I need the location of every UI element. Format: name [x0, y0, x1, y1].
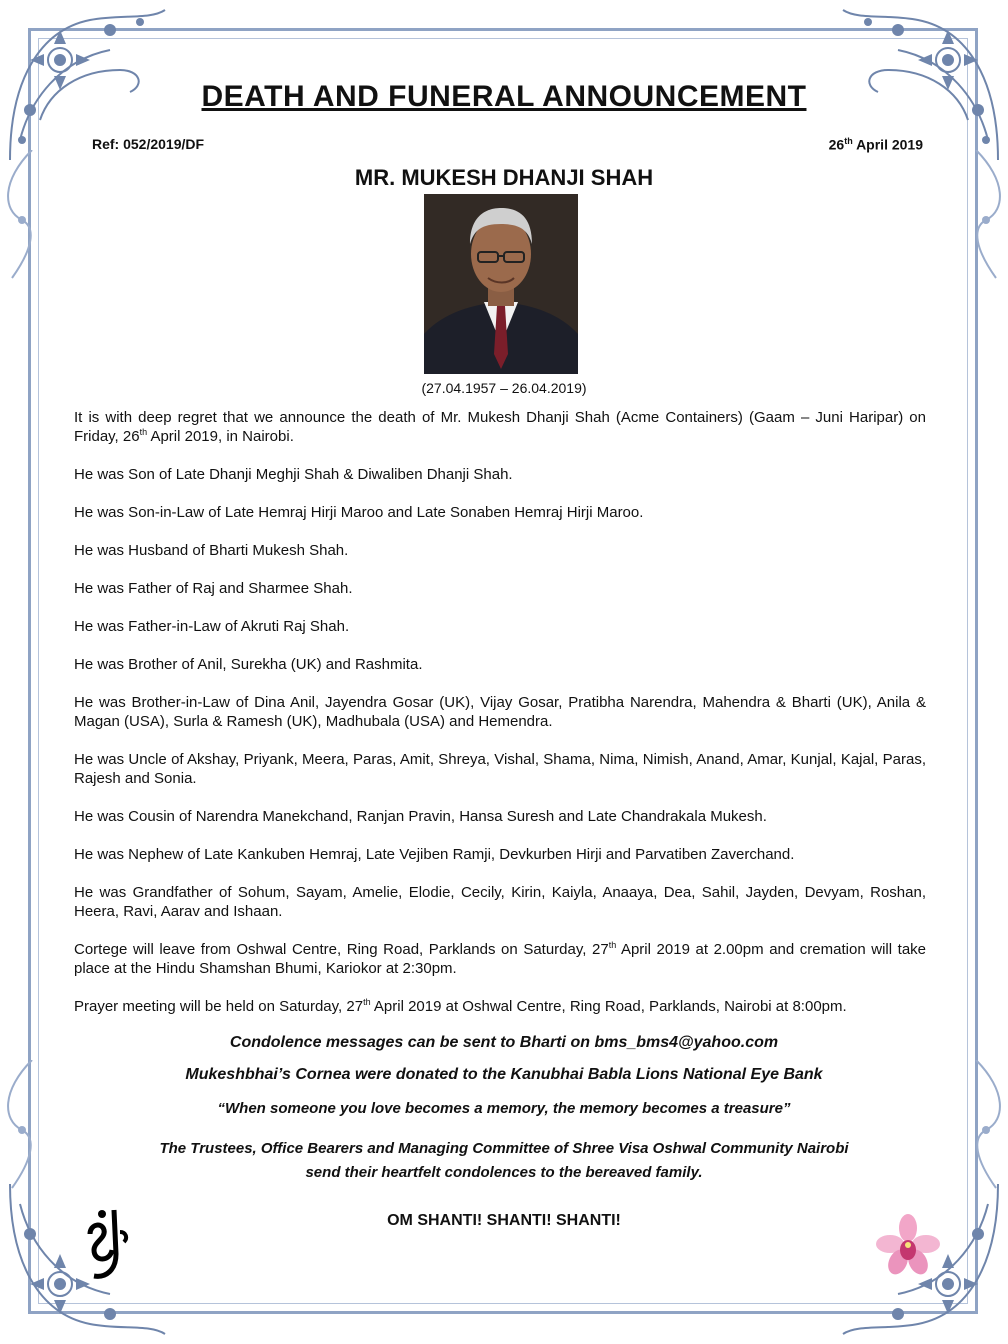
paragraph: Cortege will leave from Oshwal Centre, Ring Road, Parklands on Saturday, 27th April 2019 at 2.00pm and cremation will take place at the Hindu Shamshan Bhumi, Kariokor at 2:30pm. [74, 940, 927, 977]
om-shanti: OM SHANTI! SHANTI! SHANTI! [387, 1212, 621, 1229]
announcement-date: 26th April 2019 [828, 136, 923, 153]
paragraph: He was Father-in-Law of Akruti Raj Shah. [74, 618, 350, 635]
paragraph: He was Son of Late Dhanji Meghji Shah & Diwaliben Dhanji Shah. [74, 466, 513, 483]
paragraph: He was Son-in-Law of Late Hemraj Hirji Maroo and Late Sonaben Hemraj Hirji Maroo. [74, 504, 644, 521]
paragraph: He was Grandfather of Sohum, Sayam, Amelie, Elodie, Cecily, Kirin, Kaiyla, Anaaya, Dea, Sahil, Jayden, Devyam, Roshan, Heera, Ravi, Aarav and Ishaan. [74, 884, 926, 920]
paragraph: He was Father of Raj and Sharmee Shah. [74, 580, 353, 597]
orchid-flower-icon [876, 1214, 940, 1278]
paragraph: He was Nephew of Late Kankuben Hemraj, Late Vejiben Ramji, Devkurben Hirji and Parvatiben Zaverchand. [74, 846, 795, 863]
page-title: DEATH AND FUNERAL ANNOUNCEMENT [201, 80, 807, 113]
life-dates: (27.04.1957 – 26.04.2019) [421, 380, 587, 396]
reference-number: Ref: 052/2019/DF [92, 136, 205, 152]
trustees-line-2: send their heartfelt condolences to the bereaved family. [305, 1164, 703, 1181]
paragraph: He was Brother-in-Law of Dina Anil, Jayendra Gosar (UK), Vijay Gosar, Pratibha Narendra, Mahendra & Bharti (UK), Anila & Magan (USA), Surla & Ramesh (UK), Madhubala (USA) and Hemendra. [74, 694, 926, 730]
paragraph: It is with deep regret that we announce the death of Mr. Mukesh Dhanji Shah (Acme Containers) (Gaam – Juni Haripar) on Friday, 26th April 2019, in Nairobi. [74, 409, 926, 445]
paragraph: He was Uncle of Akshay, Priyank, Meera, Paras, Amit, Shreya, Vishal, Shama, Nima, Nimish, Anand, Amar, Kunjal, Kajal, Paras, Rajesh and Sonia. [74, 751, 926, 787]
paragraph: He was Husband of Bharti Mukesh Shah. [74, 542, 349, 559]
announcement-body [74, 408, 926, 1035]
jain-symbol-icon [80, 1204, 132, 1284]
deceased-name: MR. MUKESH DHANJI SHAH [354, 165, 654, 190]
condolence-note: Condolence messages can be sent to Bharti on bms_bms4@yahoo.com [229, 1034, 779, 1051]
paragraph: He was Brother of Anil, Surekha (UK) and Rashmita. [74, 656, 423, 673]
trustees-line-1: The Trustees, Office Bearers and Managing Committee of Shree Visa Oshwal Community Nairobi [159, 1140, 849, 1157]
paragraph: Prayer meeting will be held on Saturday, 27th April 2019 at Oshwal Centre, Ring Road, Parklands, Nairobi at 8:00pm. [74, 997, 847, 1015]
portrait-photo [424, 194, 578, 374]
cornea-note: Mukeshbhai’s Cornea were donated to the Kanubhai Babla Lions National Eye Bank [185, 1066, 823, 1083]
paragraph: He was Cousin of Narendra Manekchand, Ranjan Pravin, Hansa Suresh and Late Chandrakala Mukesh. [74, 808, 767, 825]
memorial-quote: “When someone you love becomes a memory, the memory becomes a treasure” [217, 1100, 791, 1117]
